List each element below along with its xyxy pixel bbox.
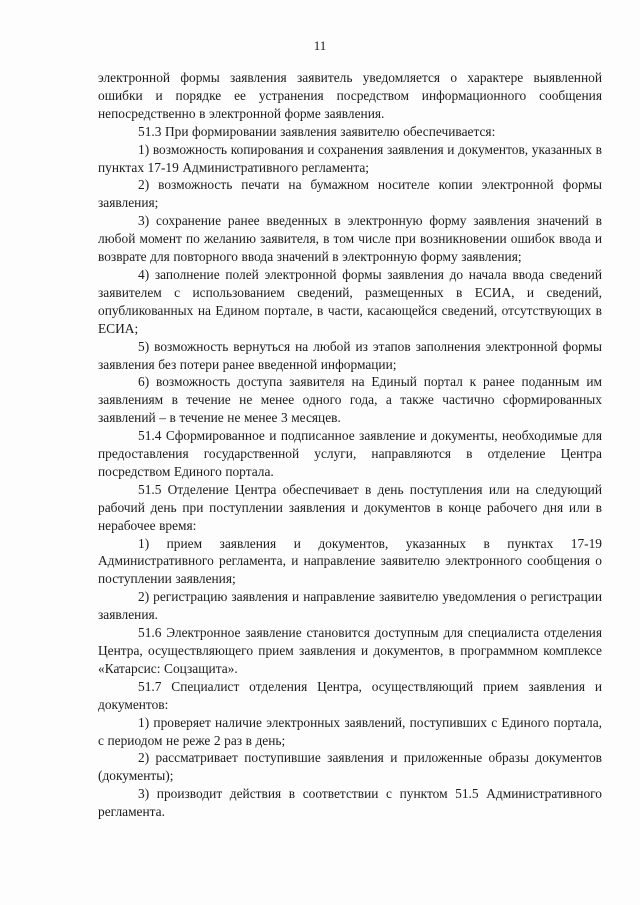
list-item-51-5-2: 2) регистрацию заявления и направление заявителю уведомления о регистрации заявления. xyxy=(98,589,602,623)
paragraph-51-6: 51.6 Электронное заявление становится доступным для специалиста отделения Центра, осуществляющего прием заявления и документов, в программном комплексе «Катарсис: Соцзащита». xyxy=(98,625,602,676)
list-item-51-3-4: 4) заполнение полей электронной формы заявления до начала ввода сведений заявителем с использованием сведений, размещенных в ЕСИА, и сведений, опубликованных на Едином портале, в части, касающейся сведений, отсутствующих в ЕСИА; xyxy=(98,266,602,336)
paragraph-51-3: 51.3 При формировании заявления заявителю обеспечивается: xyxy=(138,123,496,139)
list-item-51-5-1: 1) прием заявления и документов, указанных в пунктах 17-19 Административного регламента, и направление заявителю электронного сообщения о поступлении заявления; xyxy=(98,535,602,587)
list-item-51-7-1: 1) проверяет наличие электронных заявлений, поступивших с Единого портала, с периодом не реже 2 раз в день; xyxy=(98,714,602,748)
list-item-51-3-3: 3) сохранение ранее введенных в электронную форму заявления значений в любой момент по желанию заявителя, в том числе при возникновении ошибок ввода и возврате для повторного ввода значений в электронную форму заявления; xyxy=(98,213,602,265)
list-item-51-7-2: 2) рассматривает поступившие заявления и приложенные образы документов (документы); xyxy=(98,750,602,784)
list-item-51-7-3: 3) производит действия в соответствии с пунктом 51.5 Административного регламента. xyxy=(98,786,602,820)
document-body xyxy=(98,69,602,821)
list-item-51-3-5: 5) возможность вернуться на любой из этапов заполнения электронной формы заявления без потери ранее введенной информации; xyxy=(98,338,602,372)
list-item-51-3-2: 2) возможность печати на бумажном носителе копии электронной формы заявления; xyxy=(98,177,602,211)
paragraph-51-7: 51.7 Специалист отделения Центра, осуществляющий прием заявления и документов: xyxy=(98,678,602,712)
page-number: 11 xyxy=(313,38,327,53)
list-item-51-3-6: 6) возможность доступа заявителя на Единый портал к ранее поданным им заявлениям в течение не менее одного года, а также частично сформированных заявлений – в течение не менее 3 месяцев. xyxy=(98,374,602,426)
paragraph-51-5: 51.5 Отделение Центра обеспечивает в день поступления или на следующий рабочий день при поступлении заявления и документов в конце рабочего дня или в нерабочее время: xyxy=(98,481,602,533)
paragraph-51-4: 51.4 Сформированное и подписанное заявление и документы, необходимые для предоставления государственной услуги, направляются в отделение Центра посредством Единого портала. xyxy=(98,428,602,479)
paragraph-continuation: электронной формы заявления заявитель уведомляется о характере выявленной ошибки и порядке ее устранения посредством информационного сообщения непосредственно в электронной форме заявления. xyxy=(98,70,602,121)
list-item-51-3-1: 1) возможность копирования и сохранения заявления и документов, указанных в пунктах 17-19 Административного регламента; xyxy=(98,141,602,175)
